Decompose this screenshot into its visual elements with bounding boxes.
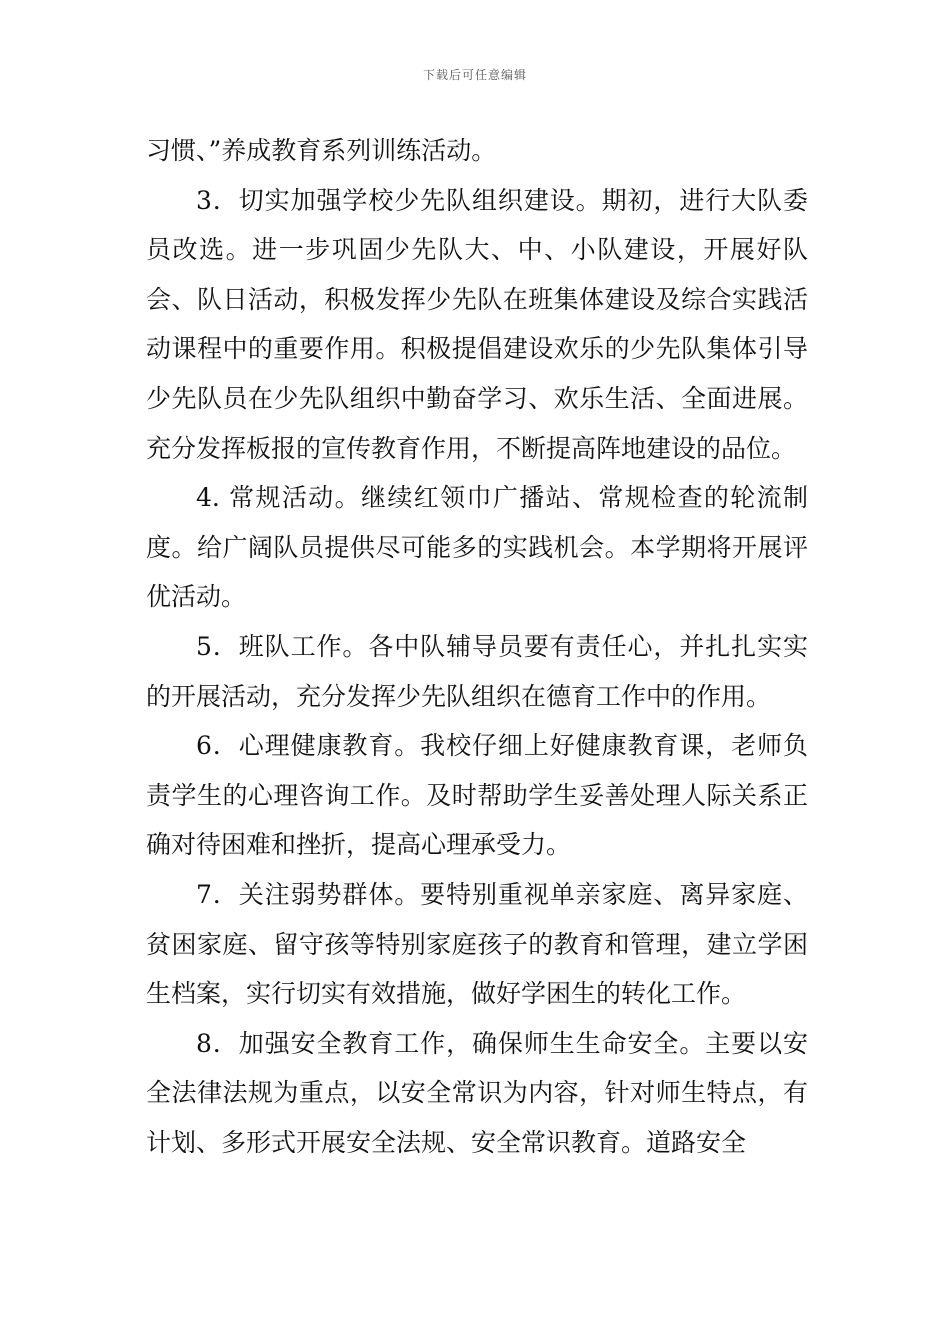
paragraph-item-6: 6．心理健康教育。我校仔细上好健康教育课，老师负责学生的心理咨询工作。及时帮助学生妥善处理人际关系正确对待困难和挫折，提高心理承受力。: [146, 731, 808, 860]
paragraph-item-7: 7．关注弱势群体。要特别重视单亲家庭、离异家庭、贫困家庭、留守孩等特别家庭孩子的教育和管理，建立学困生档案，实行切实有效措施，做好学困生的转化工作。: [146, 879, 808, 1009]
page-header: 下载后可任意编辑: [422, 68, 527, 82]
paragraph-continuation: 习惯、”养成教育系列训练活动。: [146, 136, 497, 165]
paragraph-item-3: 3．切实加强学校少先队组织建设。期初，进行大队委员改选。进一步巩固少先队大、中、小队建设，开展好队会、队日活动，积极发挥少先队在班集体建设及综合实践活动课程中的重要作用。积极提倡建设欢乐的少先队集体引导少先队员在少先队组织中勤奋学习、欢乐生活、全面进展。充分发挥板报的宣传教育作用，不断提高阵地建设的品位。: [146, 185, 808, 463]
paragraph-item-5: 5．班队工作。各中队辅导员要有责任心，并扎扎实实的开展活动，充分发挥少先队组织在德育工作中的作用。: [146, 631, 808, 711]
paragraph-item-8: 8．加强安全教育工作，确保师生生命安全。主要以安全法律法规为重点，以安全常识为内容，针对师生特点，有计划、多形式开展安全法规、安全常识教育。道路安全: [146, 1028, 808, 1157]
document-body: [146, 126, 808, 1167]
paragraph-item-4: 4. 常规活动。继续红领巾广播站、常规检查的轮流制度。给广阔队员提供尽可能多的实践机会。本学期将开展评优活动。: [146, 483, 808, 612]
